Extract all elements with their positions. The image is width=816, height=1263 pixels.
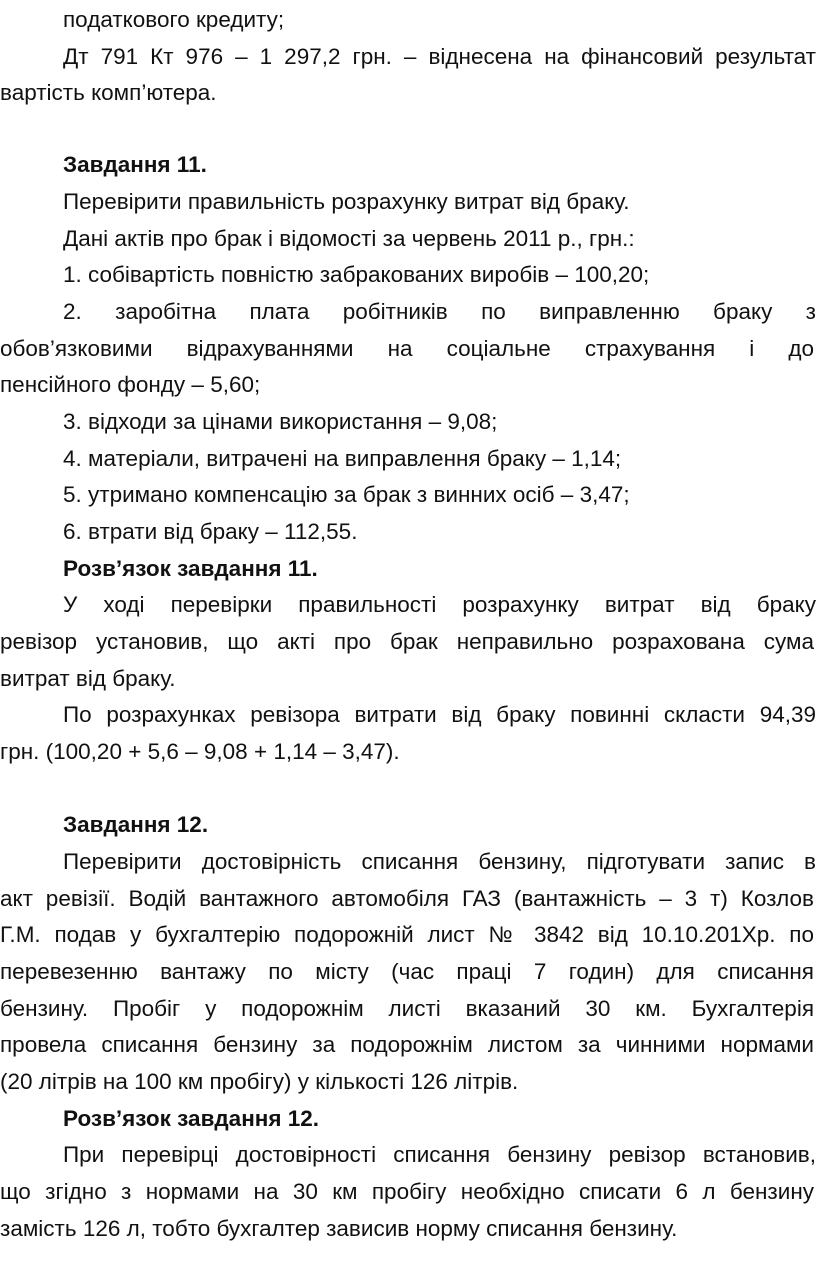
text-line: замість 126 л, тобто бухгалтер зависив норму списання бензину. [0, 1216, 678, 1241]
text-line: Дт 791 Кт 976 – 1 297,2 грн. – віднесена на фінансовий результат [63, 44, 816, 69]
text-line: грн. (100,20 + 5,6 – 9,08 + 1,14 – 3,47). [0, 739, 400, 764]
task-11-heading: Завдання 11. [63, 152, 207, 177]
list-item: 3. відходи за цінами використання – 9,08; [63, 409, 498, 434]
text-line: У ході перевірки правильності розрахунку витрат від браку [63, 592, 816, 617]
text-line: (20 літрів на 100 км пробігу) у кількості 126 літрів. [0, 1069, 519, 1094]
text-line: пенсійного фонду – 5,60; [0, 372, 261, 397]
solution-12-heading: Розв’язок завдання 12. [63, 1106, 320, 1131]
list-item: 1. собівартість повністю забракованих виробів – 100,20; [63, 262, 650, 287]
text-line: При перевірці достовірності списання бензину ревізор встановив, [63, 1142, 816, 1167]
text-line: податкового кредиту; [63, 7, 285, 32]
text-line: витрат від браку. [0, 666, 176, 691]
text-line: що згідно з нормами на 30 км пробігу необхідно списати 6 л бензину [0, 1179, 814, 1204]
text-line: ревізор установив, що акті про брак неправильно розрахована сума [0, 629, 814, 654]
list-item: 5. утримано компенсацію за брак з винних осіб – 3,47; [63, 482, 630, 507]
list-item: 4. матеріали, витрачені на виправлення браку – 1,14; [63, 446, 622, 471]
text-line: провела списання бензину за подорожнім листом за чинними нормами [0, 1032, 814, 1057]
text-line: бензину. Пробіг у подорожнім листі вказаний 30 км. Бухгалтерія [0, 996, 814, 1021]
text-line: перевезенню вантажу по місту (час праці 7 годин) для списання [0, 959, 814, 984]
task-12-heading: Завдання 12. [63, 812, 209, 837]
text-line: Г.М. подав у бухгалтерію подорожній лист № 3842 від 10.10.201Хр. по [0, 922, 814, 947]
list-item: 6. втрати від браку – 112,55. [63, 519, 358, 544]
text-line: Перевірити достовірність списання бензину, підготувати запис в [63, 849, 816, 874]
text-line: По розрахунках ревізора витрати від браку повинні скласти 94,39 [63, 702, 816, 727]
list-item: 2. заробітна плата робітників по виправленню браку з [63, 299, 816, 324]
text-line: Дані актів про брак і відомості за червень 2011 р., грн.: [63, 226, 635, 251]
text-line: вартість комп’ютера. [0, 80, 217, 105]
text-line: Перевірити правильність розрахунку витрат від браку. [63, 189, 630, 214]
text-line: обов’язковими відрахуваннями на соціальне страхування і до [0, 336, 814, 361]
solution-11-heading: Розв’язок завдання 11. [63, 556, 318, 581]
text-line: акт ревізії. Водій вантажного автомобіля ГАЗ (вантажність – 3 т) Козлов [0, 886, 814, 911]
